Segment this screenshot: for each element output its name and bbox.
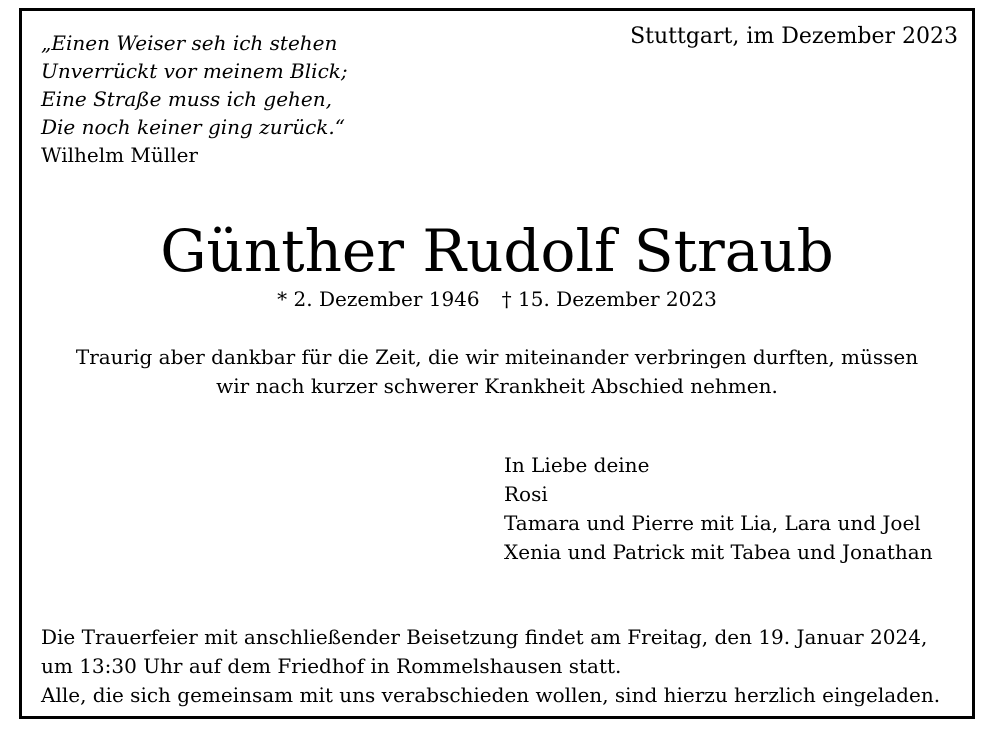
mourning-message: Traurig aber dankbar für die Zeit, die wir miteinander verbringen durften, müssen wir nach kurzer schwerer Krankheit Abschied nehmen. — [75, 345, 919, 398]
family-line: Tamara und Pierre mit Lia, Lara und Joel — [504, 511, 921, 535]
birth-date: * 2. Dezember 1946 — [277, 287, 480, 311]
ceremony-info — [41, 623, 940, 710]
quote-author: Wilhelm Müller — [41, 143, 198, 167]
ceremony-line: Alle, die sich gemeinsam mit uns verabschieden wollen, sind hierzu herzlich eingeladen. — [41, 683, 941, 707]
family-line: Xenia und Patrick mit Tabea und Jonathan — [504, 540, 933, 564]
place-date: Stuttgart, im Dezember 2023 — [630, 24, 958, 49]
ceremony-line: um 13:30 Uhr auf dem Friedhof in Rommelshausen statt. — [41, 654, 622, 678]
ceremony-line: Die Trauerfeier mit anschließender Beisetzung findet am Freitag, den 19. Januar 2024, — [41, 625, 928, 649]
family-intro: In Liebe deine — [504, 453, 650, 477]
death-date: † 15. Dezember 2023 — [501, 287, 717, 311]
quote-line: Unverrückt vor meinem Blick; — [41, 59, 348, 83]
family-line: Rosi — [504, 482, 548, 506]
quote-line: Eine Straße muss ich gehen, — [41, 87, 333, 111]
poem-quote — [41, 29, 348, 169]
obituary-notice — [19, 8, 975, 719]
quote-line: „Einen Weiser seh ich stehen — [41, 31, 338, 55]
family-signature — [504, 451, 933, 567]
life-dates — [22, 286, 972, 312]
quote-line: Die noch keiner ging zurück.“ — [41, 115, 345, 139]
deceased-name: Günther Rudolf Straub — [160, 217, 834, 285]
